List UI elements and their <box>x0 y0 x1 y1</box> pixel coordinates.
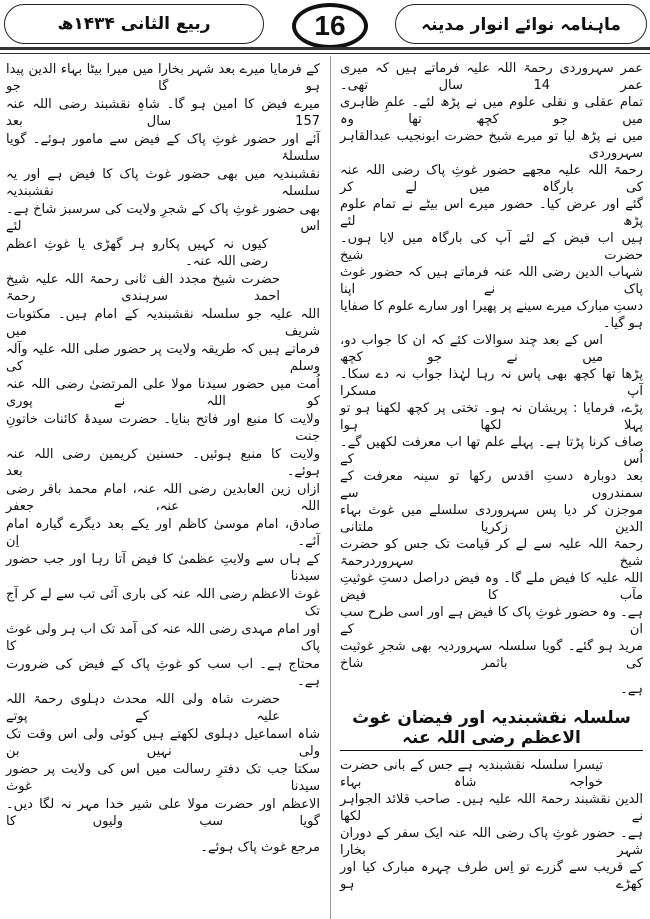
page-number: 16 <box>292 3 368 49</box>
text-line-content: نقشبندیہ میں بھی حضور غوث پاک کا فیض ہے اور یہ سلسلہ نقشبندیہ <box>6 166 320 199</box>
paragraph <box>340 332 643 706</box>
text-line <box>6 690 320 725</box>
text-line-content: ولایت کا منبع ہوئیں۔ حسنین کریمین رضی اللہ عنہ ہوئے۔ بعد <box>6 446 320 479</box>
section-heading-text: سلسلہ نقشبندیہ اور فیضان غوث الاعظم رضی اللہ عنہ <box>352 708 631 748</box>
text-line-content: سکتا جب تک دفترِ رسالت میں اس کی ولایت پر حضور سیدنا غوث <box>6 761 320 794</box>
issue-date-box <box>4 4 264 44</box>
issue-date: ربیع الثانی ۱۴۳۴ھ <box>57 14 211 34</box>
text-line-content: پڑے، فرمایا : پریشان نہ ہو۔ تختی پر کچھ لکھنا ہو تو پہلا لکھا ہوا <box>340 401 643 433</box>
text-line-content: بعد دوبارہ دستِ اقدس رکھا تو سینہ معرفت کے سمندروں سے <box>340 469 643 501</box>
text-line <box>6 585 320 620</box>
text-line <box>6 480 320 515</box>
text-line <box>6 620 320 655</box>
header-rule-thin <box>0 53 650 54</box>
text-line <box>340 230 643 264</box>
text-line <box>340 825 643 859</box>
text-line <box>340 400 643 434</box>
text-line <box>6 130 320 165</box>
text-line-content: ہے۔ <box>620 681 643 697</box>
text-line <box>6 550 320 585</box>
text-line-content: ہے۔ وہ حضور غوثِ پاک کا فیض ہے اور اسی طرح سب ان کے <box>340 605 643 637</box>
text-line-content: مرجع غوث پاک ہوئے۔ <box>200 840 320 855</box>
text-line <box>340 536 643 570</box>
text-line <box>340 264 643 298</box>
text-line-content: حضرت شاہ ولی اللہ محدث دہلوی رحمۃ اللہ علیہ کے پوتے <box>6 691 280 724</box>
text-line <box>340 468 643 502</box>
text-line-content: پڑھا تھا کچھ بھی پاس نہ رہا لہٰذا جواب نہ دے سکا۔ آپ مسکرا <box>340 367 643 399</box>
text-line <box>6 410 320 445</box>
text-line-content: گئے اور عرض کیا۔ حضور میرے اس بیٹے نے تمام علوم پڑھ لئے <box>340 197 643 229</box>
text-line-content: اللہ علیہ جو سلسلہ نقشبندیہ کے امام ہیں۔ مکتوبات شریف میں <box>6 306 320 339</box>
right-column-body-bottom <box>340 757 643 893</box>
text-line <box>340 638 643 672</box>
text-line <box>6 305 320 340</box>
text-line-content: مرید ہو گئے۔ گویا سلسلہ سہروردیہ بھی شجرِ غوثیت کی باثمر شاخ <box>340 639 643 671</box>
text-line <box>6 725 320 760</box>
text-line-content: میں نے پڑھ لیا تو میرے شیخ حضرت ابونجیب عبدالقاہر سہروردی <box>340 129 643 161</box>
right-column <box>340 60 643 893</box>
text-line-content: اس کے بعد چند سوالات کئے کہ ان کا جواب دو، میں نے جو کچھ <box>340 333 603 365</box>
text-line <box>340 128 643 162</box>
text-line <box>6 795 320 830</box>
text-line-content: کے قریب سے گزرے تو اِس طرف چہرہ مبارک کیا اور کھڑے ہو <box>340 860 643 892</box>
text-line-content: تیسرا سلسلہ نقشبندیہ ہے جس کے بانی حضرت خواجہ شاہ بہاء <box>340 758 603 790</box>
text-line-content: ہیں اب فیض کے لئے آپ کی بارگاہ میں لایا ہوں۔ حضرت شیخ <box>340 231 643 263</box>
text-line-content: رحمۃ اللہ علیہ مجھے حضور غوثِ پاک رضی اللہ عنہ کی بارگاہ میں لے کر <box>340 163 643 195</box>
text-line <box>340 366 643 400</box>
text-line <box>6 340 320 375</box>
text-line <box>6 375 320 410</box>
text-line <box>340 672 643 706</box>
text-line-content: موجزن کر دیا پس سہروردی سلسلے میں غوث بہاء الدین زکریا ملتانی <box>340 503 643 535</box>
paragraph <box>6 60 320 270</box>
text-line <box>6 60 320 95</box>
text-line <box>340 570 643 604</box>
header-rule-thick <box>0 47 650 50</box>
text-line <box>340 791 643 825</box>
text-line <box>6 445 320 480</box>
right-column-body-top <box>340 60 643 706</box>
text-line-content: فرماتے ہیں کہ طریقہ ولایت پر حضور صلی اللہ علیہ وآلہ وسلم کی <box>6 341 320 374</box>
text-line <box>340 859 643 893</box>
text-line <box>340 60 643 94</box>
text-line-content: کیوں نہ کہیں پکارو ہر گھڑی یا غوثِ اعظم رضی اللہ عنہ۔ <box>6 236 268 269</box>
text-line-content: غوث الاعظم رضی اللہ عنہ کی باری آئی تب سے لے کر آج تک <box>6 586 320 619</box>
text-line <box>6 515 320 550</box>
text-line-content: ازاں زین العابدین رضی اللہ عنہ، امام محمد باقر رضی اللہ عنہ، جعفر <box>6 481 320 514</box>
text-line <box>6 655 320 690</box>
text-line-content: صادق، امام موسیٰ کاظم اور یکے بعد دیگرے گیارہ امام آئے۔ اِن <box>6 516 320 549</box>
text-line-content: شہاب الدین رضی اللہ عنہ فرماتے ہیں کہ حضور غوث پاک نے اپنا <box>340 265 643 297</box>
text-line <box>340 94 643 128</box>
text-line-content: اللہ علیہ کا فیض ملے گا۔ وہ فیض دراصل دستِ غوثیتِ مآب کا فیض <box>340 571 643 603</box>
section-heading <box>340 706 643 751</box>
text-line <box>6 200 320 235</box>
text-line-content: بھی حضور غوثِ پاک کے شجرِ ولایت کی سرسبز شاخ ہے۔ اس لئے <box>6 201 320 234</box>
paragraph <box>340 757 643 893</box>
text-line <box>340 162 643 196</box>
magazine-title: ماہنامہ نوائے انوار مدینہ <box>421 14 621 35</box>
text-line-content: عمر سہروردی رحمۃ اللہ علیہ فرماتے ہیں کہ میری عمر 14 سال تھی۔ <box>340 61 643 93</box>
text-line <box>340 332 643 366</box>
text-line-content: حضرت شیخ مجدد الف ثانی رحمۃ اللہ علیہ شیخ احمد سرہندی رحمۃ <box>6 271 280 304</box>
text-line <box>6 270 320 305</box>
text-line <box>340 298 643 332</box>
text-line-content: الدین نقشبند رحمۃ اللہ علیہ ہیں۔ صاحب قلائد الجواہر نے لکھا <box>340 792 643 824</box>
text-line <box>340 757 643 791</box>
text-line <box>340 502 643 536</box>
text-line <box>6 830 320 865</box>
text-line-content: رحمۃ اللہ علیہ سے لے کر قیامت تک جس کو حضرت شیخ سہروردرحمۃ <box>340 537 643 569</box>
text-line-content: آئے اور حضور غوثِ پاک کے فیض سے مامور ہوئے۔ گویا سلسلۂ <box>6 131 320 164</box>
magazine-title-box <box>395 4 647 44</box>
paragraph <box>6 690 320 865</box>
text-line-content: صاف کرنا پڑتا ہے۔ پہلے علم تھا اب معرفت لکھیں گے۔ اُس کے <box>340 435 643 467</box>
text-line <box>6 760 320 795</box>
text-line <box>340 434 643 468</box>
text-line <box>340 196 643 230</box>
paragraph <box>340 60 643 332</box>
text-line-content: اور امام مہدی رضی اللہ عنہ کی آمد تک اب ہر ولی غوث پاک کا <box>5 621 320 654</box>
text-line-content: کے ہاں سے ولایتِ عظمیٰ کا فیض آتا رہا اور جب حضور سیدنا <box>6 551 320 584</box>
text-line-content: محتاج ہے۔ اب سب کو غوثِ پاک کے فیض کی ضرورت ہے۔ <box>6 656 320 689</box>
text-line <box>6 95 320 130</box>
text-line-content: کے فرمایا میرے بعد شہر بخارا میں میرا بیٹا بہاء الدین پیدا ہو گا جو <box>6 61 320 94</box>
text-line-content: ہے۔ حضور غوثِ پاک رضی اللہ عنہ ایک سفر کے دوران شہر بخارا <box>340 826 643 858</box>
text-line <box>6 165 320 200</box>
column-divider <box>330 56 331 919</box>
text-line-content: شاہ اسماعیل دہلوی لکھتے ہیں کوئی ولی اس وقت تک ولی نہیں بن <box>6 726 320 759</box>
text-line <box>6 235 320 270</box>
text-line-content: تمام عقلی و نقلی علوم میں نے پڑھ لئے۔ علمِ ظاہری میں جو کچھ تھا وہ <box>340 95 643 127</box>
paragraph <box>6 270 320 690</box>
left-column <box>6 60 320 865</box>
text-line-content: ولایت کا منبع اور فاتح بنایا۔ حضرت سیدۂ کائنات خاتونِ جنت <box>6 411 320 444</box>
text-line-content: میرے فیض کا امین ہو گا۔ شاہِ نقشبند رضی اللہ عنہ 157 سال بعد <box>6 96 320 129</box>
text-line <box>340 604 643 638</box>
text-line-content: اُمت میں حضور سیدنا مولا علی المرتضیٰ رضی اللہ عنہ کو اللہ نے پوری <box>6 376 320 409</box>
text-line-content: دستِ مبارک میرے سینے پر پھیرا اور سارے علوم کا صفایا ہو گیا۔ <box>340 299 643 331</box>
text-line-content: الاعظم اور حضرت مولا علی شیر خدا مہر نہ لگا دیں۔ گویا سب ولیوں کا <box>6 796 320 829</box>
